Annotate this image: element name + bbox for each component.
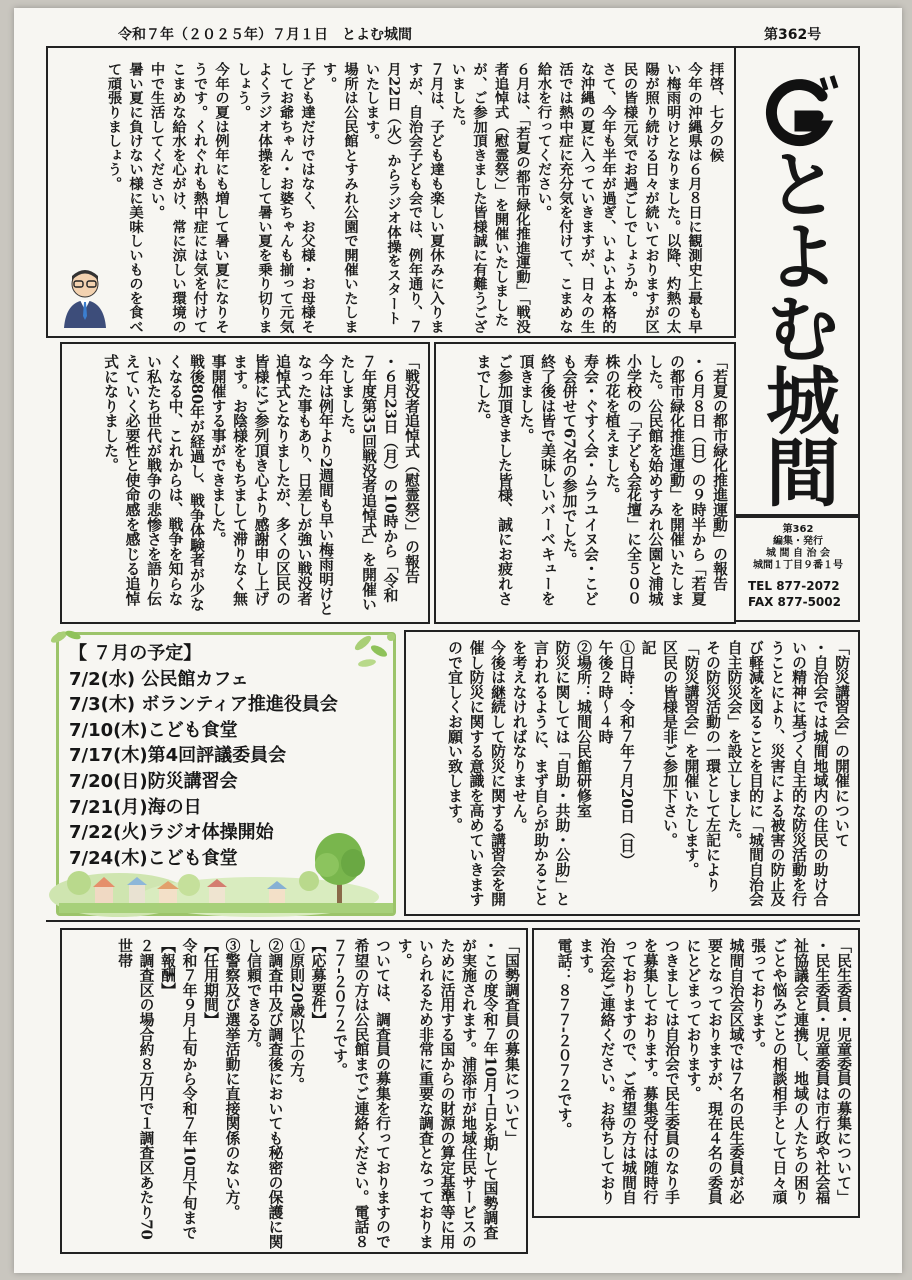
town-illustration xyxy=(59,835,393,913)
memorial-box xyxy=(60,342,430,624)
info-publisher-label: 編集・発行 xyxy=(773,536,823,547)
welfare-text: 「民生委員・児童委員の募集について」 ・民生委員・児童委員は市行政や社会福祉協議会と連携し、地域の人たちの困りごとや悩みごとの相談相手として日々頑張っております。 城間自治会区域では７名の民生委員が必要となっておりますが、現在４名の委員にとどまっております。 つきましては自治会で民生委員のなり手を募集しております。募集受付は随時行っておりますので、ご希望の方は城間自治会迄ご連絡ください。お待ちしております。 電話：８７７-２０７２です。 xyxy=(555,938,852,1205)
info-fax: FAX 877-5002 xyxy=(748,595,841,609)
schedule-item: 7/10(木)こども食堂 xyxy=(69,719,238,741)
census-text: 「国勢調査員の募集について」 ・この度令和７年10月１日を期して国勢調査が実施されます。浦添市が地域住民サービスのために活用する国からの財源の算定基準等に用いられるため非常に重要な調査となっております。 ついては、調査員の募集を行っておりますので希望の方は公民館までご連絡ください。電話８７７-２０７２です。 【応募要件】 ①原則20歳以上の方。 ②調査中及び調査後においても秘密の保護に関し信頼できる方。 ③警察及び選挙活動に直接関係のない方。 【任用期間】 令和７年９月上旬から令和７年10月下旬まで 【報酬】 ２調査区の場合約８万円で１調査区あたり70世帯 xyxy=(116,938,520,1249)
schedule-item: 7/21(月)海の日 xyxy=(69,796,202,818)
man-illustration xyxy=(56,266,114,332)
census-box xyxy=(60,928,528,1254)
greeting-box xyxy=(46,46,736,338)
logo-mark xyxy=(760,74,842,154)
greeting-text: 拝啓、七夕の候 今年の沖縄県は６月８日に観測史上最も早い梅雨明けとなりました。以降、灼熱の太陽が照り続ける日々が続いておりますが区民の皆様元気でお過ごしでしょうか。 さて、今年も半年が過ぎ、いよいよ本格的な沖縄の夏に入っていきますが、日々の生活では熱中症に充分気を付けて、こまめな給水を行ってください。 ６月は、「若夏の都市緑化推進運動」「戦没者追悼式（慰霊祭）」を開催いたしましたが、ご参加頂きました皆様誠に有難うございました。 ７月は、子ども達も楽しい夏休みに入りますが、自治会子ども会では、例年通り、７月22日（火）からラジオ体操をスタートいたします。 場所は公民館とすみれ公園で開催いたします。 子ども達だけではなく、お父様・お母様そしてお爺ちゃん・お婆ちゃんも揃って元気よくラジオ体操をして暑い夏を乗り切りましょう。 今年の夏は例年にも増して暑い夏になりそうです。くれぐれも熱中症には気を付けてこまめな給水を心がけ、常に涼しい環境の中で生活してください。 暑い夏に負けない様に美味しいものを食べて頑張りましょう。 xyxy=(106,62,724,334)
disaster-box xyxy=(404,630,860,916)
issue-date: 令和７年（２０２５年）７月１日 とよむ城間 xyxy=(118,27,412,43)
newsletter-title: とよむ城間 xyxy=(754,146,840,506)
divider-line xyxy=(46,920,860,922)
schedule-title: 【 ７月の予定】 xyxy=(69,643,202,664)
leaf-decoration-right xyxy=(345,629,401,685)
issue-number: 第362号 xyxy=(764,27,822,43)
schedule-item: 7/17(木)第4回評議委員会 xyxy=(69,745,287,767)
schedule-item: 7/2(水) 公民館カフェ xyxy=(69,668,249,690)
info-address: 城間１丁目９番１号 xyxy=(753,560,843,571)
info-publisher: 城 間 自 治 会 xyxy=(766,548,830,559)
schedule-item: 7/3(木) ボランティア推進役員会 xyxy=(69,694,338,716)
schedule-item: 7/24(木)こども食堂 xyxy=(69,847,238,869)
schedule-box xyxy=(56,632,396,916)
memorial-text: 「戦没者追悼式（慰霊祭）」の報告 ・６月23日（月）の10時から「令和７年度第35回戦没者追悼式」を開催いたしました。 今年は例年より2週間も早い梅雨明けとなった事もあり、日差しが強い戦没者追悼式となりましたが、多くの区民の皆様にご参列頂き心より感謝申し上げます。お陰様をもちまして滞りなく無事開催する事ができました。 戦後80年が経過し、戦争体験者が少なくなる中、これからは、戦争を知らない私たち世代が戦争の悲惨さを語り伝えていく必要性と使命感を感じる追悼式になりました。 xyxy=(102,354,420,616)
disaster-text: 「防災講習会」の開催について ・自治会では城間地域内の住民の助け合いの精神に基づく自主的な防災活動を行うことにより、災害による被害の防止及び軽減を図ることを目的に「城間自治会自主防災会」を設立しました。 その防災活動の一環として左記により「防災講習会」を開催いたします。 区民の皆様是非ご参加下さい。 記 ①日時：令和７年７月20日（日） 午後２時～４時 ②場所：城間公民館研修室 防災に関しては「自助・共助・公助」と言われるように、まず自らが助かることを考えなければなりません。 今後は継続して防災に関する講習会を開催し防災に関する意識を高めていきますので宜しくお願い致します。 xyxy=(446,640,850,907)
info-issue: 第362 xyxy=(782,524,814,535)
welfare-box xyxy=(532,928,860,1218)
publisher-info xyxy=(736,516,860,622)
schedule-item: 7/20(日)防災講習会 xyxy=(69,770,238,792)
greening-box xyxy=(434,342,736,624)
schedule-item: 7/22(火)ラジオ体操開始 xyxy=(69,822,274,844)
masthead-box xyxy=(736,46,860,516)
greening-text: 「若夏の都市緑化推進運動」の報告 ・６月８日（日）の９時半から「若夏の都市緑化推進運動」を開催いたしました。公民館を始めすみれ公園と浦城小学校の「子ども会花壇」に全５００株の花を植えました。 寿会・ぐすく会・ムラユイヌ会・こども会併せて67名の参加でした。 終了後は皆で美味しいバーベキューを頂きました。 ご参加頂きました皆様、誠にお疲れさまでした。 xyxy=(474,354,728,606)
info-tel: TEL 877-2072 xyxy=(748,579,840,593)
